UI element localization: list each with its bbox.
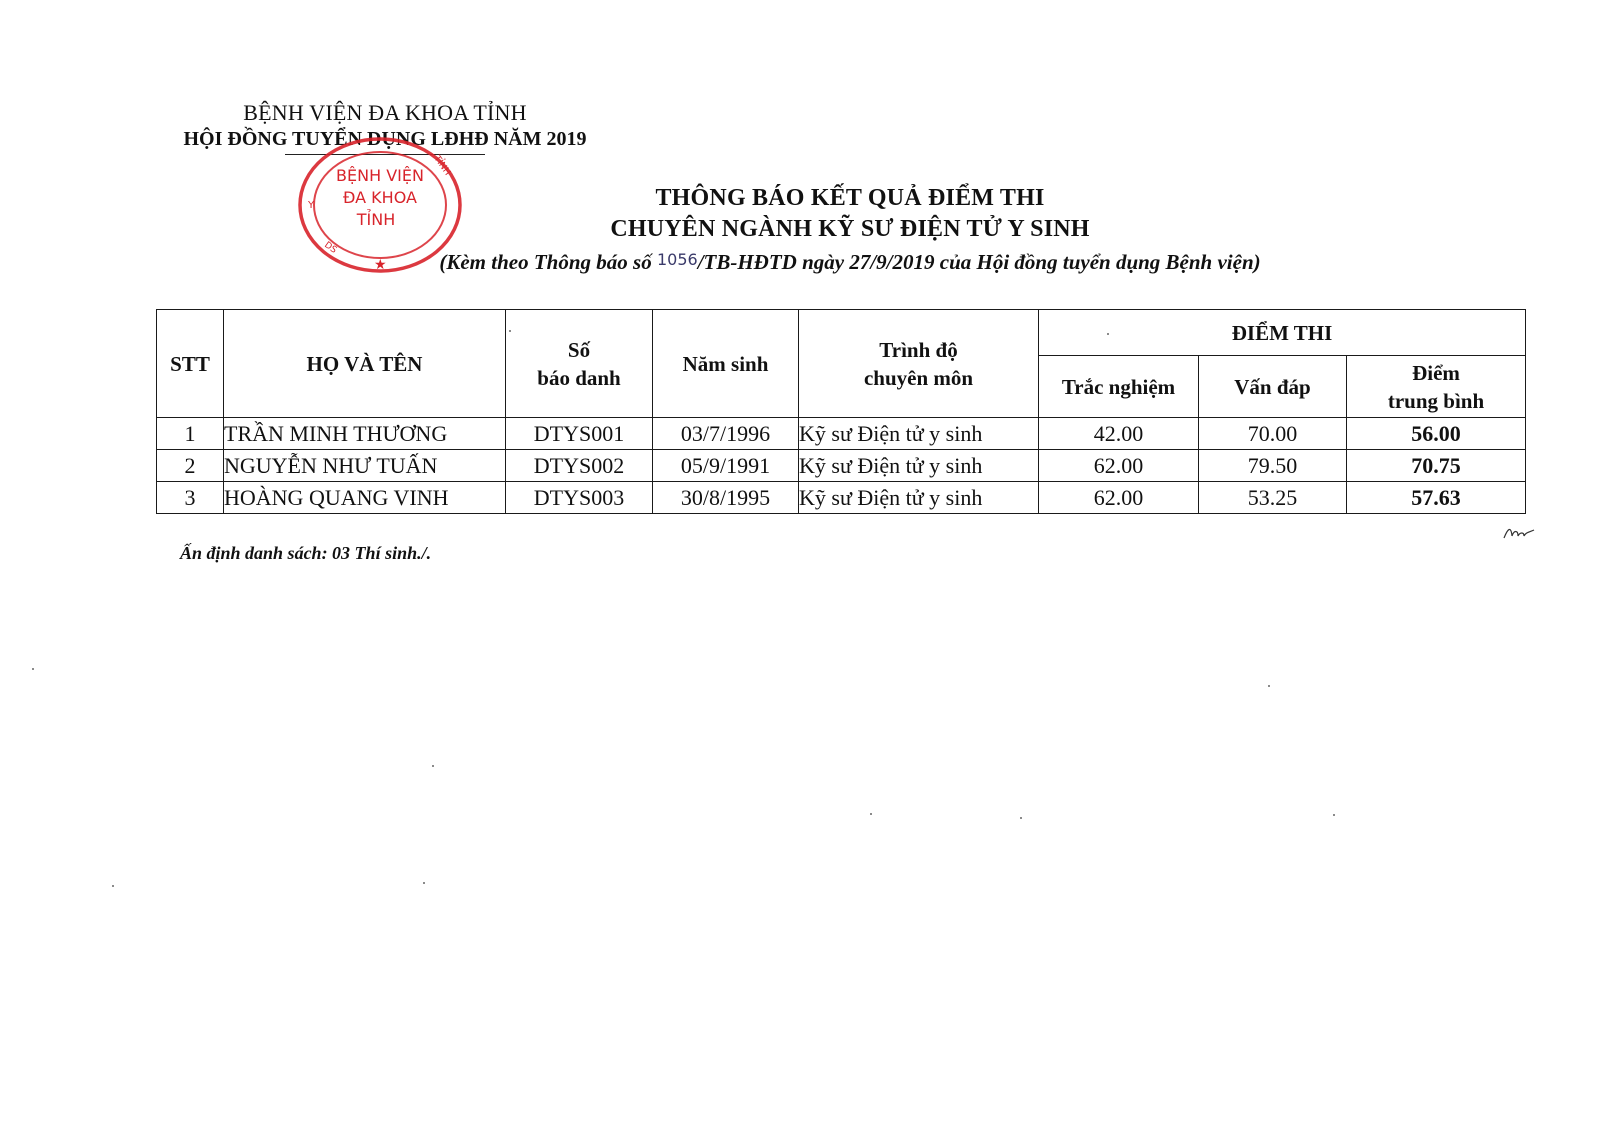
title-line3 bbox=[300, 245, 1400, 277]
seal-text-line2: ĐA KHOA bbox=[343, 188, 417, 207]
scan-speck bbox=[432, 765, 434, 767]
cell-written-score: 42.00 bbox=[1039, 418, 1199, 450]
cell-candidate-id: DTYS003 bbox=[506, 482, 653, 514]
header-candidate-id-line2: báo danh bbox=[537, 365, 621, 390]
header-qualification bbox=[799, 310, 1039, 418]
scan-speck bbox=[112, 885, 114, 887]
scan-speck bbox=[870, 813, 872, 815]
scan-speck bbox=[1020, 817, 1022, 819]
cell-candidate-id: DTYS002 bbox=[506, 450, 653, 482]
header-qualification-line2: chuyên môn bbox=[863, 365, 974, 390]
scan-speck bbox=[1268, 685, 1270, 687]
cell-written-score: 62.00 bbox=[1039, 482, 1199, 514]
cell-candidate-id: DTYS001 bbox=[506, 418, 653, 450]
cell-qualification: Kỹ sư Điện tử y sinh bbox=[799, 418, 1039, 450]
title-line2: CHUYÊN NGÀNH KỸ SƯ ĐIỆN TỬ Y SINH bbox=[610, 216, 1090, 242]
cell-full-name: TRẦN MINH THƯƠNG bbox=[224, 418, 506, 450]
scan-speck bbox=[1107, 333, 1109, 335]
cell-average-score: 57.63 bbox=[1347, 482, 1526, 514]
cell-written-score: 62.00 bbox=[1039, 450, 1199, 482]
title-reference-prefix: (Kèm theo Thông báo số bbox=[439, 250, 657, 274]
cell-oral-score: 53.25 bbox=[1199, 482, 1347, 514]
cell-oral-score: 70.00 bbox=[1199, 418, 1347, 450]
cell-average-score: 56.00 bbox=[1347, 418, 1526, 450]
cell-full-name: NGUYỄN NHƯ TUẤN bbox=[224, 450, 506, 482]
seal-text-line1: BỆNH VIỆN bbox=[336, 166, 424, 185]
cell-average-score: 70.75 bbox=[1347, 450, 1526, 482]
table-row bbox=[157, 418, 1526, 450]
council-name: HỘI ĐỒNG TUYỂN DỤNG LĐHĐ NĂM 2019 bbox=[183, 128, 587, 150]
scan-speck bbox=[509, 330, 511, 332]
cell-birth-date: 03/7/1996 bbox=[653, 418, 799, 450]
svg-text:Y: Y bbox=[308, 200, 315, 211]
seal-ring-text: TỈNH bbox=[431, 153, 453, 178]
svg-text:DS: DS bbox=[322, 240, 339, 256]
header-qualification-line1: Trình độ bbox=[879, 337, 958, 362]
handwritten-notice-number: 1056 bbox=[656, 250, 698, 269]
notice-title bbox=[300, 183, 1400, 277]
cell-birth-date: 30/8/1995 bbox=[653, 482, 799, 514]
table-row bbox=[157, 482, 1526, 514]
scan-speck bbox=[32, 668, 34, 670]
header-full-name: HỌ VÀ TÊN bbox=[224, 310, 506, 418]
candidate-count-note: Ấn định danh sách: 03 Thí sinh./. bbox=[180, 543, 432, 563]
exam-results-table bbox=[156, 309, 1526, 514]
cell-qualification: Kỹ sư Điện tử y sinh bbox=[799, 482, 1039, 514]
header-average-line2: trung bình bbox=[1387, 388, 1485, 413]
handwritten-initials bbox=[1502, 524, 1536, 542]
header-candidate-id bbox=[506, 310, 653, 418]
header-stt: STT bbox=[157, 310, 224, 418]
header-exam-scores: ĐIỂM THI bbox=[1039, 310, 1526, 356]
header-average-line1: Điểm bbox=[1412, 360, 1460, 385]
cell-oral-score: 79.50 bbox=[1199, 450, 1347, 482]
title-reference-suffix: /TB-HĐTD ngày 27/9/2019 của Hội đồng tuyển dụng Bệnh viện) bbox=[697, 250, 1261, 274]
hospital-name: BỆNH VIỆN ĐA KHOA TỈNH bbox=[243, 100, 527, 125]
seal-text-line3: TỈNH bbox=[356, 210, 396, 229]
header-candidate-id-line1: Số bbox=[567, 337, 591, 362]
header-written-test: Trắc nghiệm bbox=[1039, 356, 1199, 418]
cell-stt: 2 bbox=[157, 450, 224, 482]
table-header-row bbox=[157, 310, 1526, 356]
header-oral-test: Vấn đáp bbox=[1199, 356, 1347, 418]
seal-star-icon: ★ bbox=[374, 257, 387, 273]
title-line1: THÔNG BÁO KẾT QUẢ ĐIỂM THI bbox=[655, 185, 1045, 211]
cell-stt: 1 bbox=[157, 418, 224, 450]
header-birth-date: Năm sinh bbox=[653, 310, 799, 418]
cell-full-name: HOÀNG QUANG VINH bbox=[224, 482, 506, 514]
cell-qualification: Kỹ sư Điện tử y sinh bbox=[799, 450, 1039, 482]
header-average-score bbox=[1347, 356, 1526, 418]
cell-birth-date: 05/9/1991 bbox=[653, 450, 799, 482]
cell-stt: 3 bbox=[157, 482, 224, 514]
table-row bbox=[157, 450, 1526, 482]
scan-speck bbox=[1333, 814, 1335, 816]
scan-speck bbox=[423, 882, 425, 884]
